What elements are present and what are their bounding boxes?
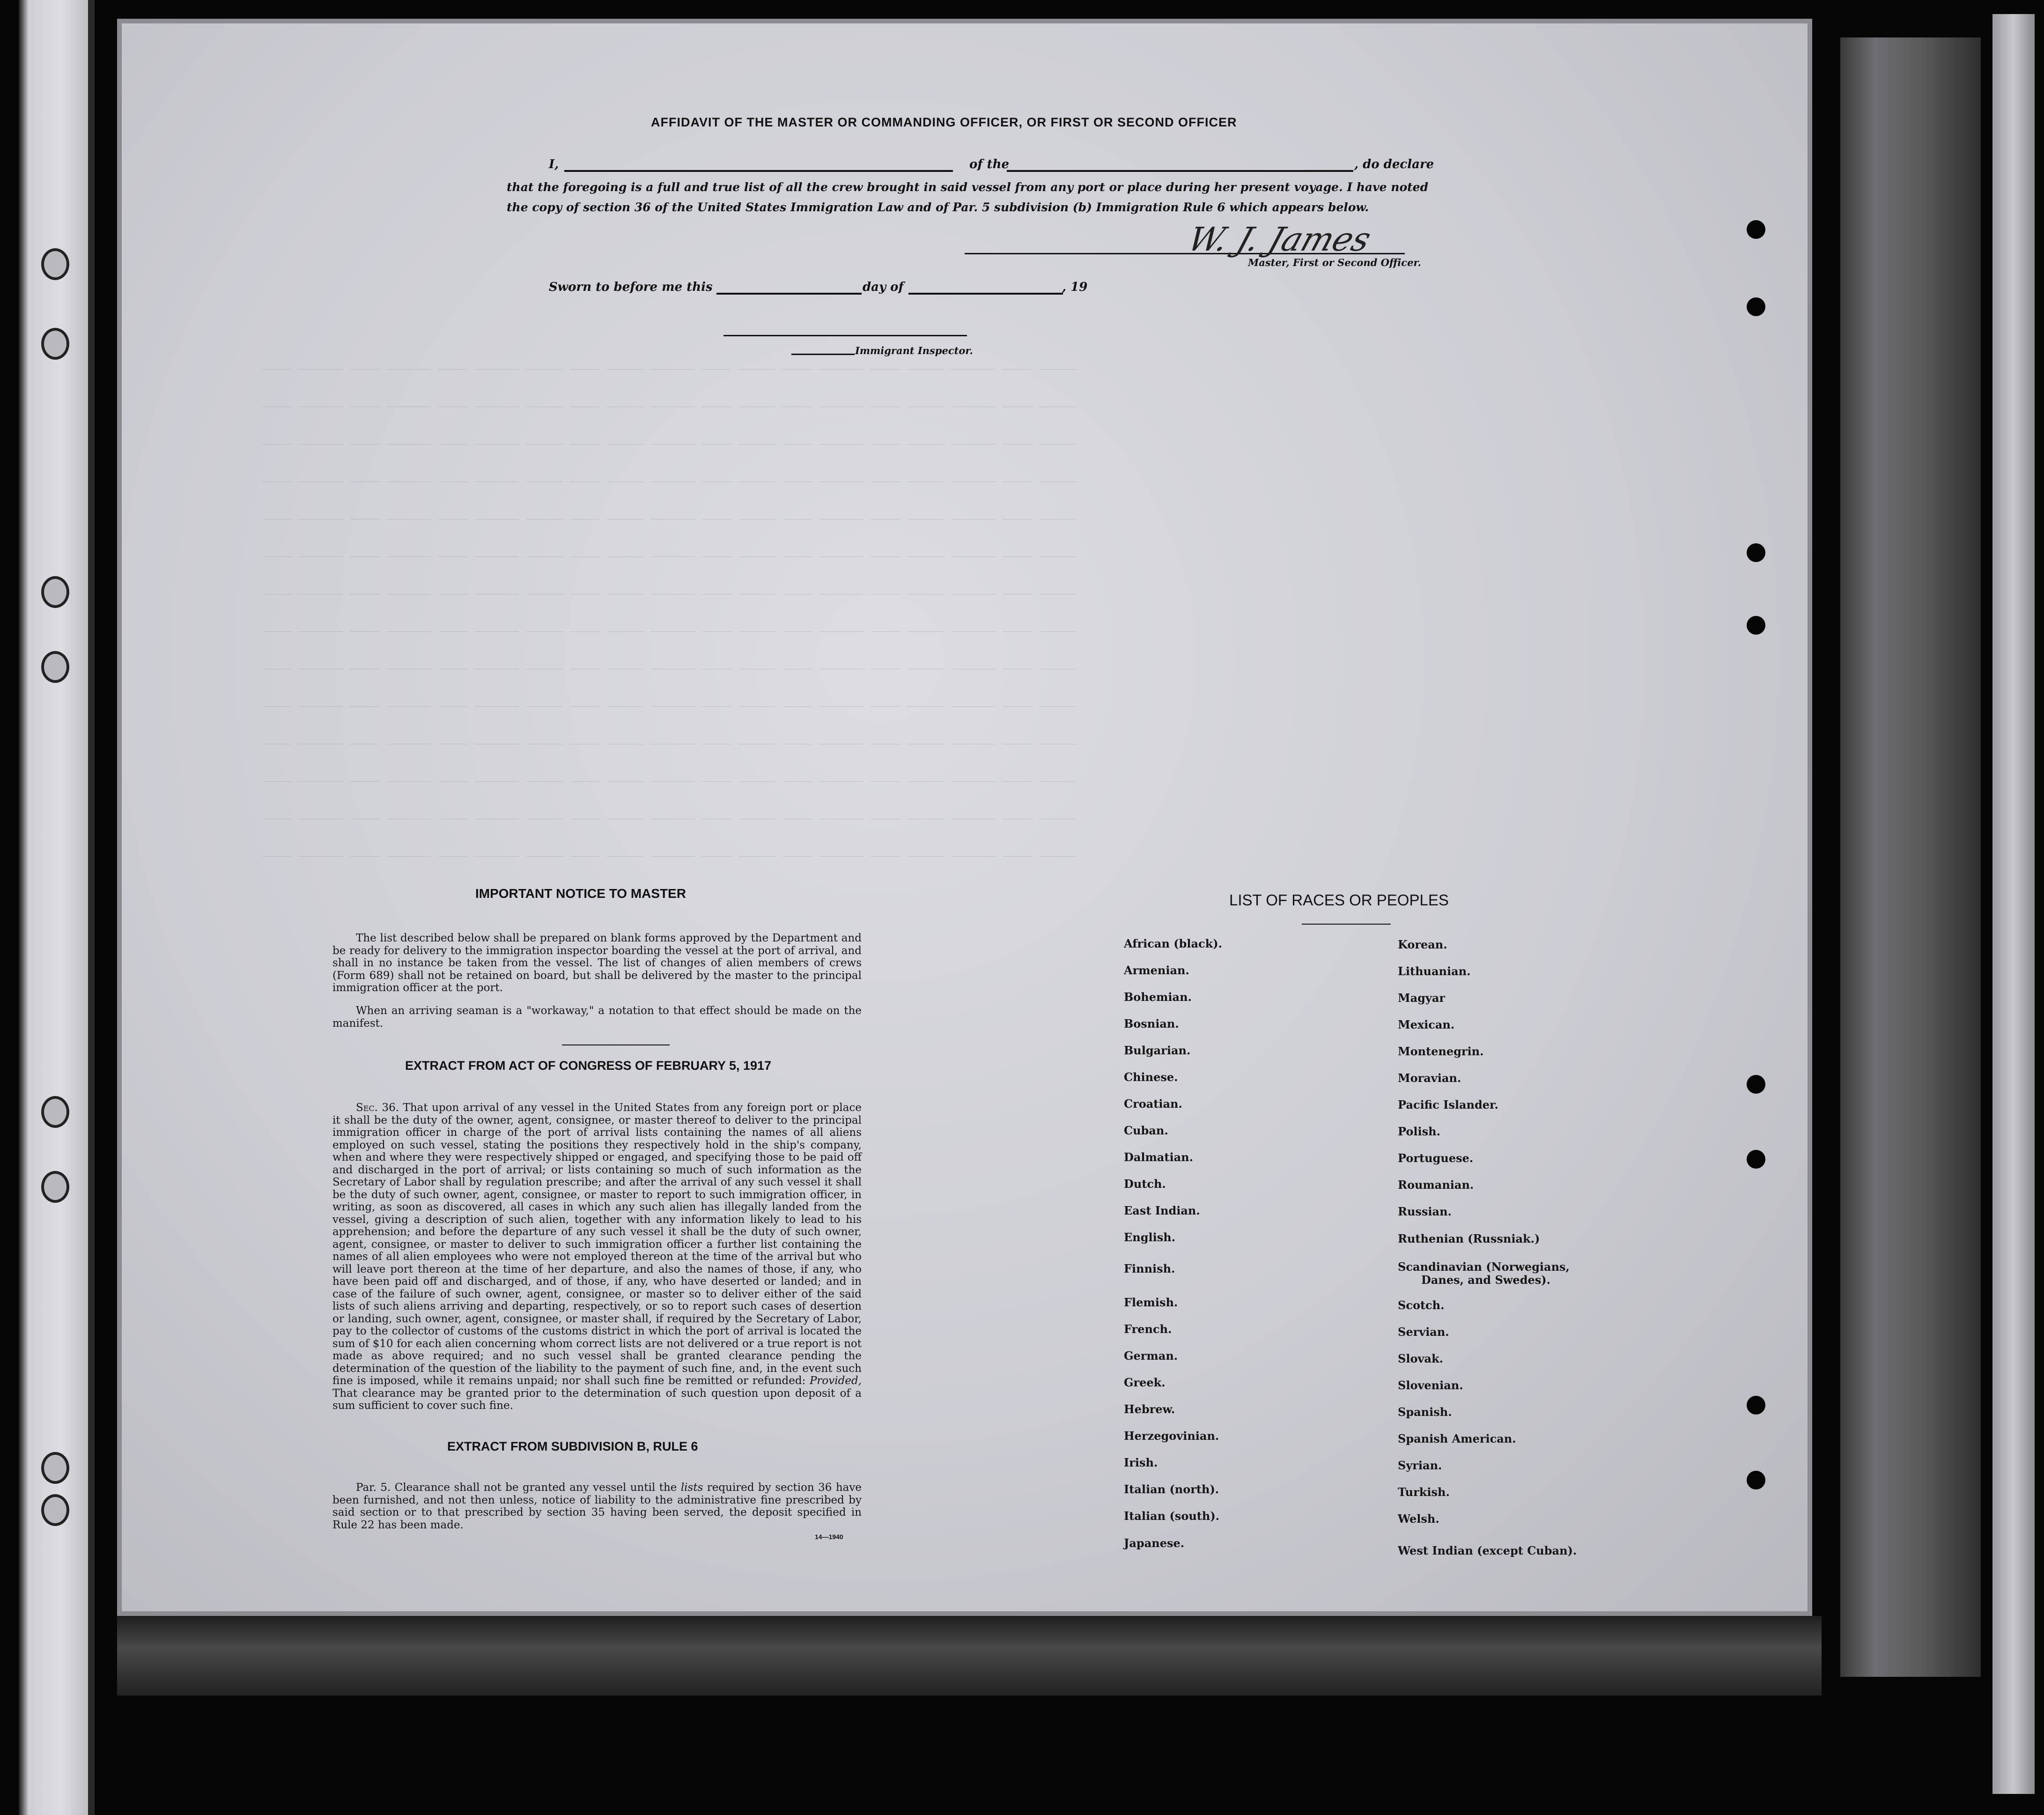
race-item: Japanese. (1124, 1536, 1185, 1550)
race-item: African (black). (1124, 937, 1223, 950)
race-item: West Indian (except Cuban). (1398, 1544, 1577, 1557)
master-signature: W. J. James (1183, 220, 1376, 259)
race-item: Servian. (1398, 1325, 1449, 1339)
rule-lists-word: lists (680, 1482, 703, 1494)
race-item: Finnish. (1124, 1262, 1175, 1275)
rule-text-b: required by section 36 have been furnished, and not then unless, notice of liability to the administrative fine prescribed by said section or to that prescribed by section 35 having been served, the deposit specified in Rule 22 has been made. (332, 1482, 862, 1531)
punch-hole (1747, 1396, 1765, 1415)
vessel-blank-line (1007, 170, 1353, 172)
race-item: Spanish American. (1398, 1432, 1516, 1445)
race-item: Scotch. (1398, 1298, 1445, 1312)
races-divider (1302, 924, 1391, 925)
binder-ring (41, 328, 69, 360)
race-item: Spanish. (1398, 1405, 1452, 1419)
race-item: Moravian. (1398, 1071, 1461, 1085)
race-item: Montenegrin. (1398, 1045, 1484, 1058)
affidavit-i-label: I, (549, 157, 559, 171)
race-item: Armenian. (1124, 963, 1189, 977)
punch-hole (1747, 220, 1765, 239)
race-item: Cuban. (1124, 1124, 1168, 1137)
race-item: Bulgarian. (1124, 1044, 1191, 1057)
extract-rule-title: EXTRACT FROM SUBDIVISION B, RULE 6 (447, 1439, 698, 1453)
punch-hole (1747, 1075, 1765, 1094)
binder-edge-strip (1992, 14, 2035, 1794)
binder-right-strip (1840, 37, 1981, 1677)
race-item: Herzegovinian. (1124, 1429, 1219, 1443)
race-item: Italian (north). (1124, 1482, 1219, 1496)
affidavit-line-1: that the foregoing is a full and true list of all the crew brought in said vessel from any port or place during her present voyage. I have noted (507, 180, 1429, 194)
race-item: Magyar (1398, 991, 1446, 1005)
day-of-label: day of (863, 280, 904, 294)
race-item: Chinese. (1124, 1070, 1178, 1084)
extract-rule-text (332, 1482, 862, 1531)
race-item: Croatian. (1124, 1097, 1182, 1111)
race-item: Flemish. (1124, 1296, 1178, 1309)
sec-36-label: Sec. 36. (356, 1102, 399, 1114)
race-item: Welsh. (1398, 1512, 1439, 1526)
inspector-label: Immigrant Inspector. (855, 345, 973, 356)
race-item: Slovak. (1398, 1352, 1443, 1365)
binder-ring (41, 651, 69, 683)
race-item: Italian (south). (1124, 1509, 1220, 1523)
race-item: Pacific Islander. (1398, 1098, 1498, 1111)
binder-ring (41, 1494, 69, 1526)
race-item: Russian. (1398, 1205, 1452, 1218)
race-item: Dutch. (1124, 1177, 1166, 1191)
binder-ring (41, 1171, 69, 1203)
name-blank-line (564, 170, 953, 172)
binder-ring (41, 576, 69, 608)
sworn-label: Sworn to before me this (549, 280, 713, 294)
affidavit-of-the-label: of the (969, 157, 1010, 171)
affidavit-title: AFFIDAVIT OF THE MASTER OR COMMANDING OFFICER, OR FIRST OR SECOND OFFICER (651, 115, 1237, 129)
race-item: Lithuanian. (1398, 964, 1471, 978)
race-item: Scandinavian (Norwegians, (1398, 1260, 1570, 1274)
binder-ring (41, 248, 69, 280)
punch-hole (1747, 543, 1765, 562)
race-item: Roumanian. (1398, 1178, 1474, 1192)
race-item: Irish. (1124, 1456, 1158, 1469)
affidavit-line-2: the copy of section 36 of the United States Immigration Law and of Par. 5 subdivision (b) Immigration Rule 6 which appears below. (507, 200, 1369, 214)
race-item: Ruthenian (Russniak.) (1398, 1232, 1540, 1245)
form-number: 14—1940 (815, 1533, 843, 1541)
race-item: Polish. (1398, 1125, 1440, 1138)
sworn-month-line (908, 293, 1063, 295)
sec-36-body: That upon arrival of any vessel in the United States from any foreign port or place it shall be the duty of the owner, agent, consignee, or master thereof to deliver to the principal immigration officer in charge of the port of arrival lists containing the names of all aliens employed on such vessel, stating the positions they respectively hold in the ship's company, when and where they were respectively shipped or engaged, and specifying those to be paid off and discharged in the port of arrival; or lists containing so much of such information as the Secretary of Labor shall by regulation prescribe; and after the arrival of any such vessel it shall be the duty of such owner, agent, consignee, or master to report to such immigration officer, in writing, as soon as discovered, all cases in which any such alien has illegally landed from the vessel, giving a description of such alien, together with any information likely to lead to his apprehension; and before the departure of any such vessel it shall be the duty of such owner, agent, consignee, or master to deliver to such immigration officer a further list containing the names of all alien employees who were not employed thereon at the time of the arrival but who will leave port thereon at the time of her departure, and also the names of those, if any, who have been paid off and discharged, and of those, if any, who have deserted or landed; and in case of the failure of such owner, agent, consignee, or master so to deliver either of the said lists of such aliens arriving and departing, respectively, or so to report such cases of desertion or landing, such owner, agent, consignee, or master shall, if required by the Secretary of Labor, pay to the collector of customs of the customs district in which the port of arrival is located the sum of $10 for each alien concerning whom correct lists are not delivered or a true report is not made as above required; and no such vessel shall be granted clearance pending the determination of the question of the liability to the payment of such fine, and, in the event such fine is imposed, while it remains unpaid; nor shall such fine be remitted or refunded: (332, 1102, 862, 1387)
race-item: Hebrew. (1124, 1402, 1175, 1416)
affidavit-declare-label: , do declare (1354, 157, 1434, 171)
notice-paragraph-1: The list described below shall be prepared on blank forms approved by the Department and be ready for delivery to the immigration inspector boarding the vessel at the port of arrival, and shall in no instance be taken from the vessel. The list of changes of alien members of crews (Form 689) shall not be retained on board, but shall be delivered by the master to the principal immigration officer at the port. (332, 932, 862, 994)
binder-ring (41, 1096, 69, 1128)
inspector-line-1 (723, 335, 967, 336)
proviso-label: Provided, (809, 1375, 862, 1387)
binder-ring (41, 1452, 69, 1484)
race-item: Greek. (1124, 1376, 1166, 1389)
race-item: German. (1124, 1349, 1178, 1363)
race-item: Bosnian. (1124, 1017, 1179, 1030)
race-item: East Indian. (1124, 1204, 1200, 1217)
extract-act-title: EXTRACT FROM ACT OF CONGRESS OF FEBRUARY 5, 1917 (405, 1059, 772, 1073)
extract-act-text (332, 1102, 862, 1412)
sworn-day-line (716, 293, 862, 295)
race-item: Mexican. (1398, 1018, 1455, 1031)
inspector-line-2 (791, 354, 855, 355)
races-title: LIST OF RACES OR PEOPLES (1229, 891, 1449, 909)
proviso-body: That clearance may be granted prior to the determination of such question upon deposit of a sum sufficient to cover such fine. (332, 1387, 862, 1412)
notice-title: IMPORTANT NOTICE TO MASTER (475, 886, 686, 901)
race-item: Syrian. (1398, 1459, 1442, 1472)
race-item: Korean. (1398, 938, 1447, 951)
punch-hole (1747, 297, 1765, 316)
race-item: Bohemian. (1124, 990, 1192, 1004)
race-item: French. (1124, 1322, 1172, 1336)
race-item: Turkish. (1398, 1485, 1450, 1499)
rule-text-a: Par. 5. Clearance shall not be granted any vessel until the (356, 1482, 677, 1494)
notice-paragraph-2: When an arriving seaman is a "workaway," a notation to that effect should be made on the manifest. (332, 1005, 862, 1030)
race-item: Portuguese. (1398, 1151, 1474, 1165)
punch-hole (1747, 1471, 1765, 1489)
race-item: English. (1124, 1230, 1176, 1244)
punch-hole (1747, 616, 1765, 635)
page-bottom-edge (117, 1616, 1822, 1696)
race-item-continuation: Danes, and Swedes). (1421, 1273, 1550, 1287)
year-prefix: , 19 (1062, 280, 1088, 294)
race-item: Dalmatian. (1124, 1150, 1193, 1164)
race-item: Slovenian. (1398, 1378, 1463, 1392)
punch-hole (1747, 1150, 1765, 1169)
signer-title: Master, First or Second Officer. (1248, 257, 1421, 268)
